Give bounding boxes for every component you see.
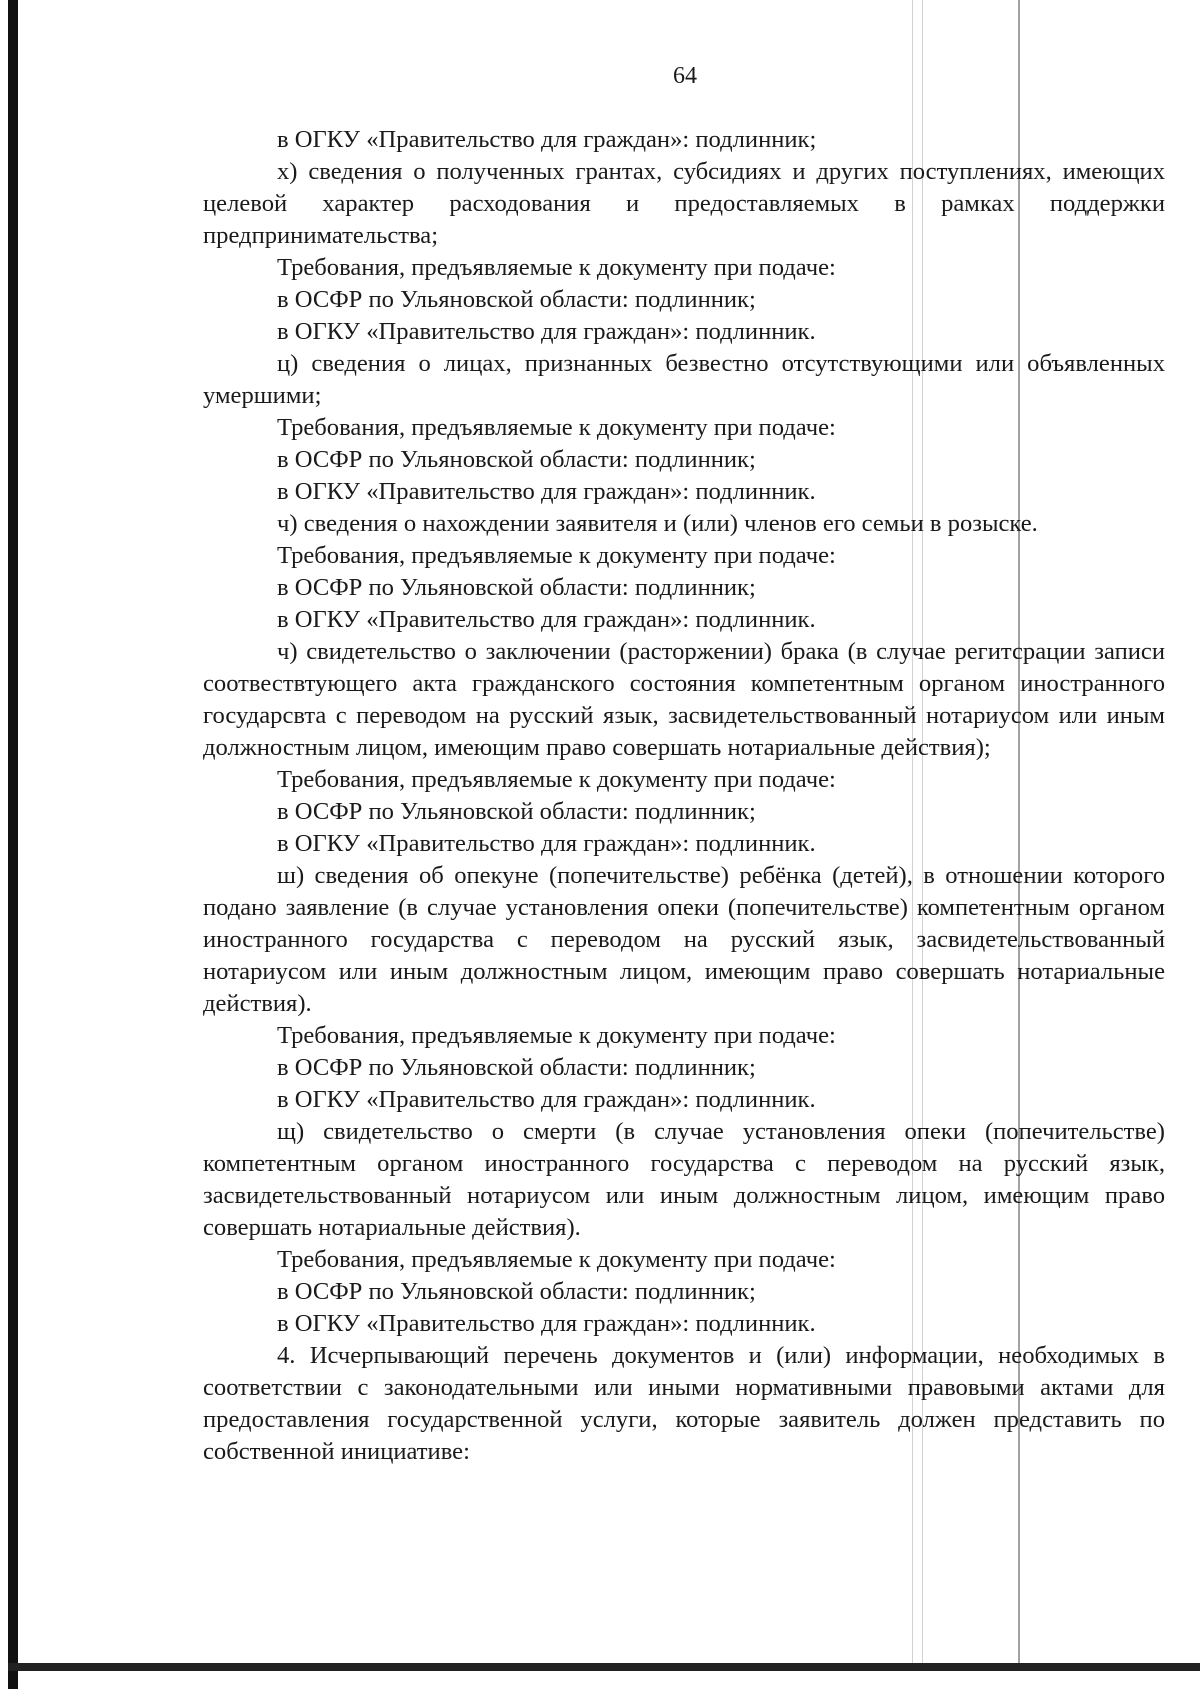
paragraph: в ОГКУ «Правительство для граждан»: подлинник. bbox=[277, 830, 816, 857]
paragraph: Требования, предъявляемые к документу при подаче: bbox=[277, 766, 836, 793]
document-body bbox=[203, 124, 1165, 1468]
paragraph: в ОСФР по Ульяновской области: подлинник; bbox=[277, 1054, 756, 1081]
paragraph: Требования, предъявляемые к документу при подаче: bbox=[277, 1246, 836, 1273]
paragraph: ч) сведения о нахождении заявителя и (или) членов его семьи в розыске. bbox=[277, 510, 1038, 537]
paragraph: Требования, предъявляемые к документу при подаче: bbox=[277, 414, 836, 441]
paragraph: в ОСФР по Ульяновской области: подлинник; bbox=[277, 1278, 756, 1305]
scan-left-edge bbox=[8, 0, 18, 1689]
paragraph: в ОГКУ «Правительство для граждан»: подлинник. bbox=[277, 1310, 816, 1337]
paragraph: ц) сведения о лицах, признанных безвестно отсутствующими или объявленных умершими; bbox=[203, 350, 1165, 409]
page-number: 64 bbox=[673, 63, 697, 89]
paragraph: Требования, предъявляемые к документу при подаче: bbox=[277, 542, 836, 569]
paragraph: ч) свидетельство о заключении (расторжении) брака (в случае регитсрации записи соотвествтующего акта гражданского состояния компетентным органом иностранного государсвта с переводом на русский язык, засвидетельствованный нотариусом или иным должностным лицом, имеющим право совершать нотариальные действия); bbox=[203, 638, 1165, 761]
paragraph: в ОГКУ «Правительство для граждан»: подлинник. bbox=[277, 1086, 816, 1113]
paragraph: в ОГКУ «Правительство для граждан»: подлинник. bbox=[277, 318, 816, 345]
paragraph: в ОСФР по Ульяновской области: подлинник; bbox=[277, 446, 756, 473]
paragraph: в ОСФР по Ульяновской области: подлинник; bbox=[277, 798, 756, 825]
paragraph: в ОГКУ «Правительство для граждан»: подлинник; bbox=[277, 126, 817, 153]
paragraph: 4. Исчерпывающий перечень документов и (или) информации, необходимых в соответствии с законодательными или иными нормативными правовыми актами для предоставления государственной услуги, которые заявитель должен представить по собственной инициативе: bbox=[203, 1342, 1165, 1465]
paragraph: х) сведения о полученных грантах, субсидиях и других поступлениях, имеющих целевой характер расходования и предоставляемых в рамках поддержки предпринимательства; bbox=[203, 158, 1165, 249]
paragraph: Требования, предъявляемые к документу при подаче: bbox=[277, 1022, 836, 1049]
paragraph: ш) сведения об опекуне (попечительстве) ребёнка (детей), в отношении которого подано заявление (в случае установления опеки (попечительстве) компетентным органом иностранного государства с переводом на русский язык, засвидетельствованный нотариусом или иным должностным лицом, имеющим право совершать нотариальные действия). bbox=[203, 862, 1165, 1017]
paragraph: в ОСФР по Ульяновской области: подлинник; bbox=[277, 286, 756, 313]
paragraph: в ОСФР по Ульяновской области: подлинник; bbox=[277, 574, 756, 601]
paragraph: щ) свидетельство о смерти (в случае установления опеки (попечительстве) компетентным органом иностранного государства с переводом на русский язык, засвидетельствованный нотариусом или иным должностным лицом, имеющим право совершать нотариальные действия). bbox=[203, 1118, 1165, 1241]
paragraph: Требования, предъявляемые к документу при подаче: bbox=[277, 254, 836, 281]
paragraph: в ОГКУ «Правительство для граждан»: подлинник. bbox=[277, 606, 816, 633]
paragraph: в ОГКУ «Правительство для граждан»: подлинник. bbox=[277, 478, 816, 505]
scan-bottom-edge bbox=[8, 1663, 1200, 1671]
